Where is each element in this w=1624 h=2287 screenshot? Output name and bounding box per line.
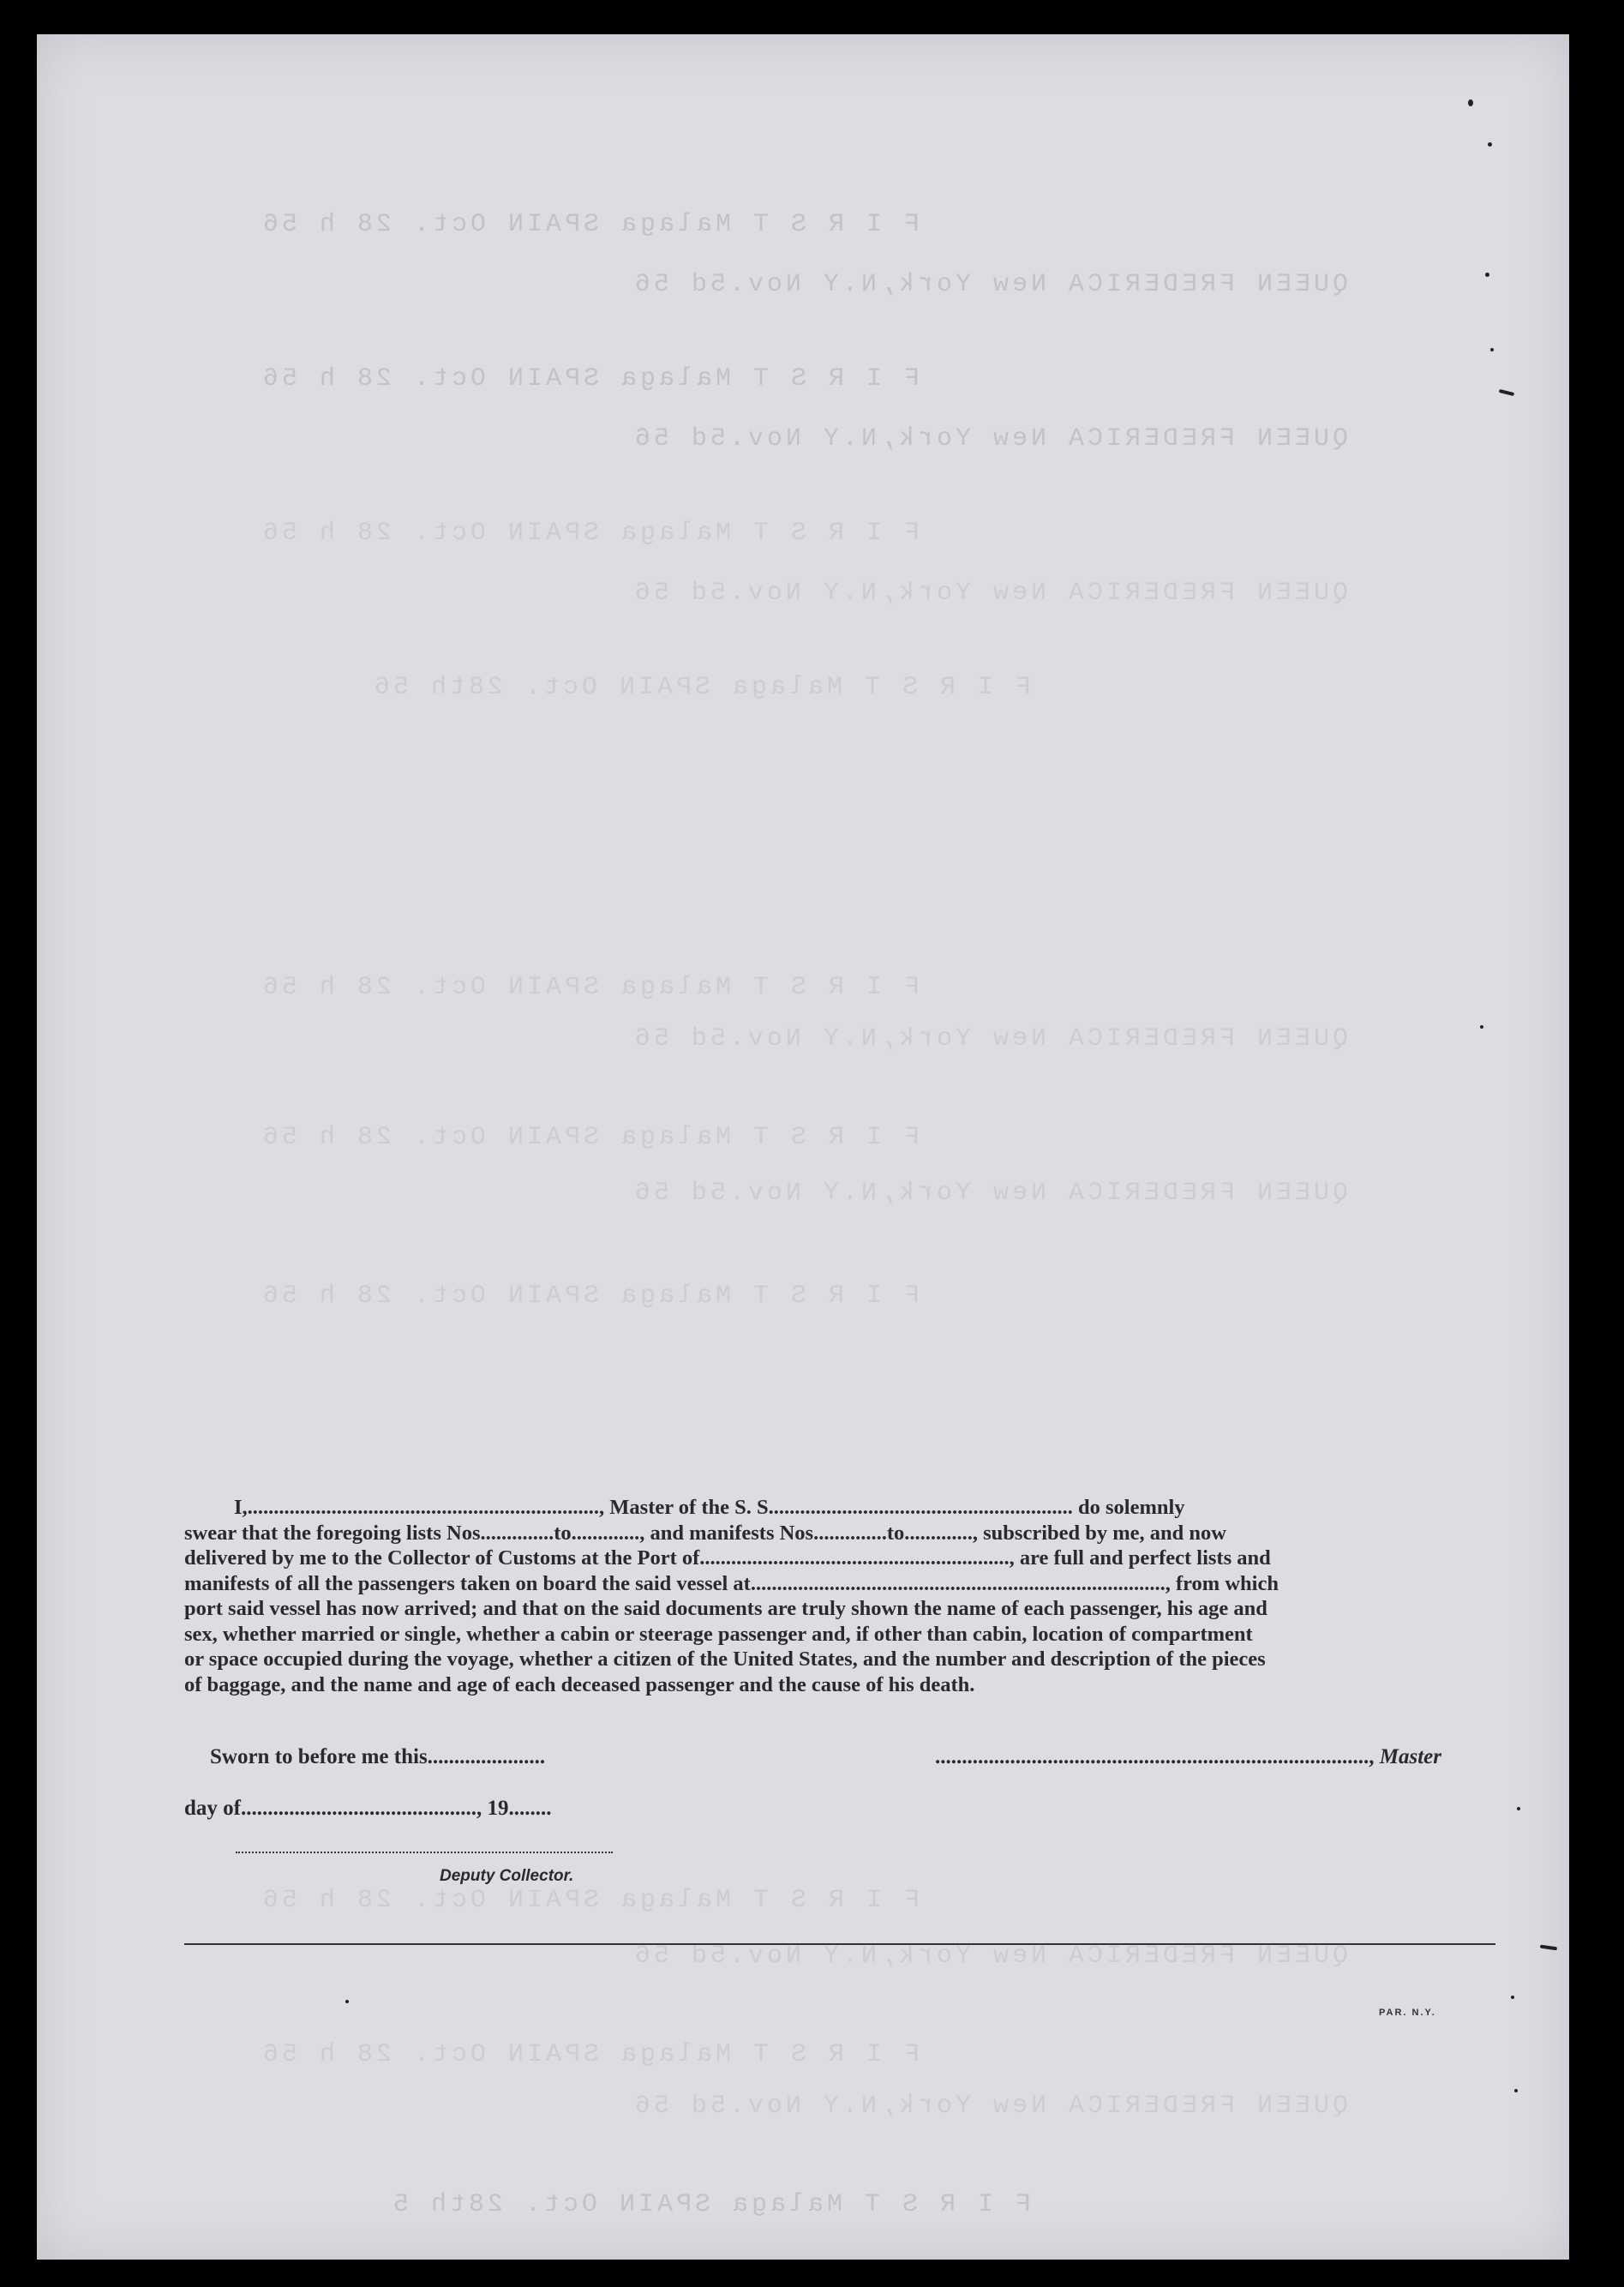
oath-line-5: port said vessel has now arrived; and that on the said documents are truly shown the name of each passenger, his age and [184,1597,1267,1620]
master-signature-line [935,1745,1441,1769]
bleed-through-line-17: F I R S T Malaga SPAIN Oct. 28th 5 [389,2190,1031,2219]
scan-dash-mark [1499,389,1514,396]
bleed-through-line-6: QUEEN FREDERICA New York,N.Y Nov.5d 56 [631,579,1348,608]
horizontal-rule [184,1943,1495,1945]
scan-speck [345,2000,349,2003]
bleed-through-line-14: QUEEN FREDERICA New York,N.Y Nov.5d 56 [631,1942,1348,1971]
oath-line-2: swear that the foregoing lists Nos..............to............., and manifests Nos..............to............., subscribed by me, and now [184,1521,1226,1545]
scan-speck [1517,1807,1520,1810]
deputy-collector-label: Deputy Collector. [440,1867,574,1885]
master-signature-dots: ................................................................................., [935,1745,1375,1768]
master-label: Master [1379,1745,1441,1768]
oath-line-8: of baggage, and the name and age of each deceased passenger and the cause of his death. [184,1672,975,1696]
bleed-through-line-7: F I R S T Malaga SPAIN Oct. 28th 56 [370,673,1031,702]
bleed-through-line-8: F I R S T Malaga SPAIN Oct. 28 h 56 [259,973,920,1002]
bleed-through-line-5: F I R S T Malaga SPAIN Oct. 28 h 56 [259,519,920,548]
scan-speck [1485,273,1489,277]
scan-speck [1468,99,1473,106]
oath-line-6: sex, whether married or single, whether a cabin or steerage passenger and, if other than cabin, location of compartment [184,1622,1253,1646]
bleed-through-line-1: F I R S T Malaga SPAIN Oct. 28 h 56 [259,210,920,239]
sworn-before-line: Sworn to before me this...................... [210,1745,546,1768]
scan-speck [1480,1025,1483,1029]
printer-mark: PAR. N.Y. [1379,2008,1436,2018]
scan-speck [1511,1996,1514,1999]
oath-line-3: delivered by me to the Collector of Customs at the Port of..........................................................., are full and perfect lists and [184,1546,1271,1570]
scan-speck [1488,142,1492,147]
bleed-through-line-9: QUEEN FREDERICA New York,N.Y Nov.5d 56 [631,1024,1348,1053]
oath-line-7: or space occupied during the voyage, whether a citizen of the United States, and the number and description of the pieces [184,1648,1266,1671]
bleed-through-line-13: F I R S T Malaga SPAIN Oct. 28 h 56 [259,1886,920,1915]
manifest-page [37,34,1569,2260]
bleed-through-line-12: F I R S T Malaga SPAIN Oct. 28 h 56 [259,1282,920,1311]
bleed-through-line-4: QUEEN FREDERICA New York,N.Y Nov.5d 56 [631,424,1348,453]
bleed-through-line-2: QUEEN FREDERICA New York,N.Y Nov.5d 56 [631,270,1348,299]
scan-dash-mark [1540,1945,1557,1951]
master-oath-paragraph [184,1495,1495,1697]
deputy-signature-line [236,1852,613,1853]
day-of-line: day of............................................, 19........ [184,1797,552,1820]
oath-line-1: I,..................................................................., Master of the S. S.......................................................... do solemnly [234,1496,1185,1519]
bleed-through-line-11: QUEEN FREDERICA New York,N.Y Nov.5d 56 [631,1179,1348,1208]
oath-line-4: manifests of all the passengers taken on board the said vessel at..............................................................................., from which [184,1571,1279,1595]
bleed-through-line-15: F I R S T Malaga SPAIN Oct. 28 h 56 [259,2040,920,2069]
scan-speck [1514,2089,1518,2092]
scan-speck [1490,348,1494,351]
bleed-through-line-3: F I R S T Malaga SPAIN Oct. 28 h 56 [259,364,920,393]
bleed-through-line-16: QUEEN FREDERICA New York,N.Y Nov.5d 56 [631,2092,1348,2121]
bleed-through-line-10: F I R S T Malaga SPAIN Oct. 28 h 56 [259,1123,920,1152]
